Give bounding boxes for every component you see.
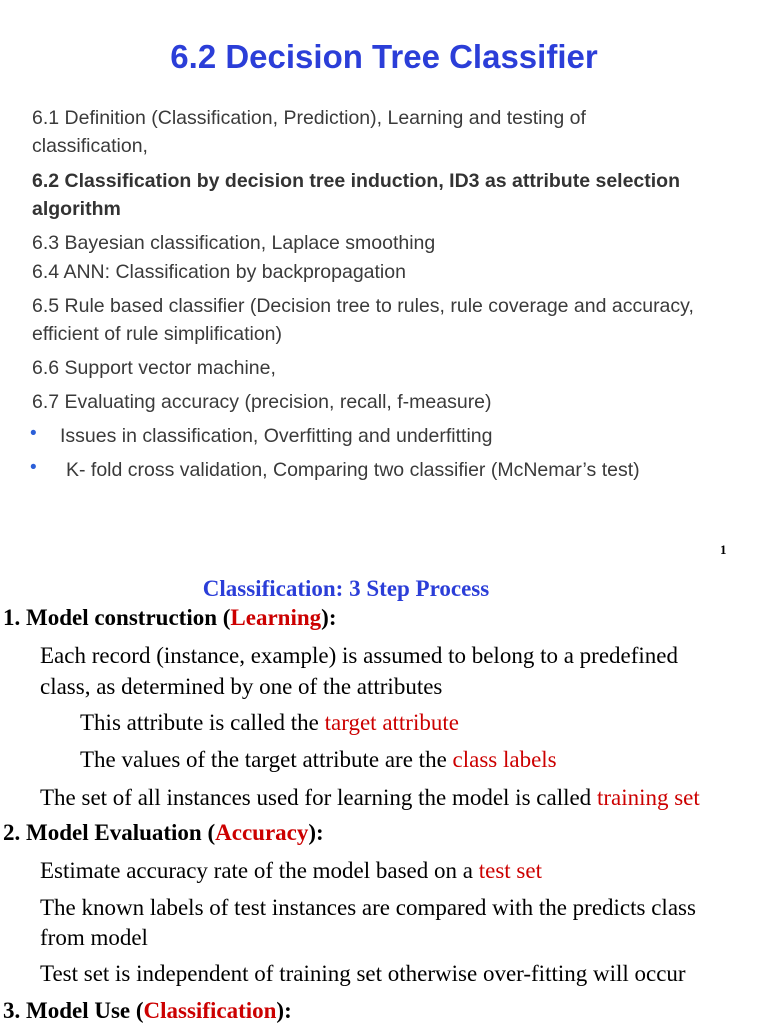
- step1-highlight: Learning: [230, 605, 322, 630]
- class-labels-term: class labels: [452, 747, 557, 772]
- step1-line-c: [80, 747, 557, 773]
- step1-line-a2: class, as determined by one of the attributes: [40, 674, 443, 699]
- item-6-2-line2: algorithm: [32, 198, 121, 220]
- step1-heading: [3, 605, 336, 631]
- step1-line-d-text: The set of all instances used for learning the model is called: [40, 785, 597, 810]
- item-6-1-line2: classification,: [32, 135, 148, 157]
- slide2-title: Classification: 3 Step Process: [202, 576, 490, 601]
- step1-line-b: [80, 710, 459, 736]
- step2-prefix: 2. Model Evaluation (: [3, 820, 216, 845]
- target-attribute-term: target attribute: [324, 710, 459, 735]
- item-6-3: 6.3 Bayesian classification, Laplace smoothing: [32, 232, 436, 254]
- item-6-2-line1: 6.2 Classification by decision tree induction, ID3 as attribute selection: [32, 170, 681, 192]
- bullet-item-issues: Issues in classification, Overfitting and underfitting: [60, 425, 493, 447]
- step1-line-c-text: The values of the target attribute are the: [80, 747, 453, 772]
- step1-line-a1: Each record (instance, example) is assumed to belong to a predefined: [40, 643, 679, 668]
- slide1-title: 6.2 Decision Tree Classifier: [170, 38, 598, 75]
- item-6-5-line2: efficient of rule simplification): [32, 323, 282, 345]
- step2-line-c: Test set is independent of training set otherwise over-fitting will occur: [40, 961, 686, 986]
- step1-prefix: 1. Model construction (: [3, 605, 231, 630]
- bullet-icon: •: [30, 457, 37, 478]
- item-6-5-line1: 6.5 Rule based classifier (Decision tree to rules, rule coverage and accuracy,: [32, 295, 694, 317]
- item-6-4: 6.4 ANN: Classification by backpropagation: [32, 261, 406, 283]
- item-6-7: 6.7 Evaluating accuracy (precision, recall, f-measure): [32, 391, 492, 413]
- step2-highlight: Accuracy: [215, 820, 309, 845]
- step2-line-b2: from model: [40, 925, 148, 950]
- step1-suffix: ):: [321, 605, 337, 630]
- bullet-icon: •: [30, 423, 37, 444]
- step3-heading: [3, 998, 292, 1024]
- step2-line-a-text: Estimate accuracy rate of the model based on a: [40, 858, 479, 883]
- item-6-6: 6.6 Support vector machine,: [32, 357, 276, 379]
- item-6-1-line1: 6.1 Definition (Classification, Prediction), Learning and testing of: [32, 107, 586, 129]
- step3-suffix: ):: [276, 998, 292, 1023]
- step3-highlight: Classification: [143, 998, 277, 1023]
- item-6-1: [32, 104, 586, 160]
- bullet-item-kfold: K- fold cross validation, Comparing two classifier (McNemar’s test): [66, 459, 640, 481]
- training-set-term: training set: [596, 785, 700, 810]
- step2-line-a: [40, 858, 542, 884]
- step2-line-b1: The known labels of test instances are compared with the predicts class: [40, 895, 696, 920]
- item-6-2: [32, 167, 680, 223]
- step2-suffix: ):: [308, 820, 324, 845]
- test-set-term: test set: [478, 858, 542, 883]
- step3-prefix: 3. Model Use (: [3, 998, 144, 1023]
- step2-heading: [3, 820, 324, 846]
- step1-line-d: [40, 785, 700, 811]
- step1-line-b-text: This attribute is called the: [80, 710, 325, 735]
- page-number: 1: [720, 542, 727, 557]
- item-6-5: [32, 292, 694, 348]
